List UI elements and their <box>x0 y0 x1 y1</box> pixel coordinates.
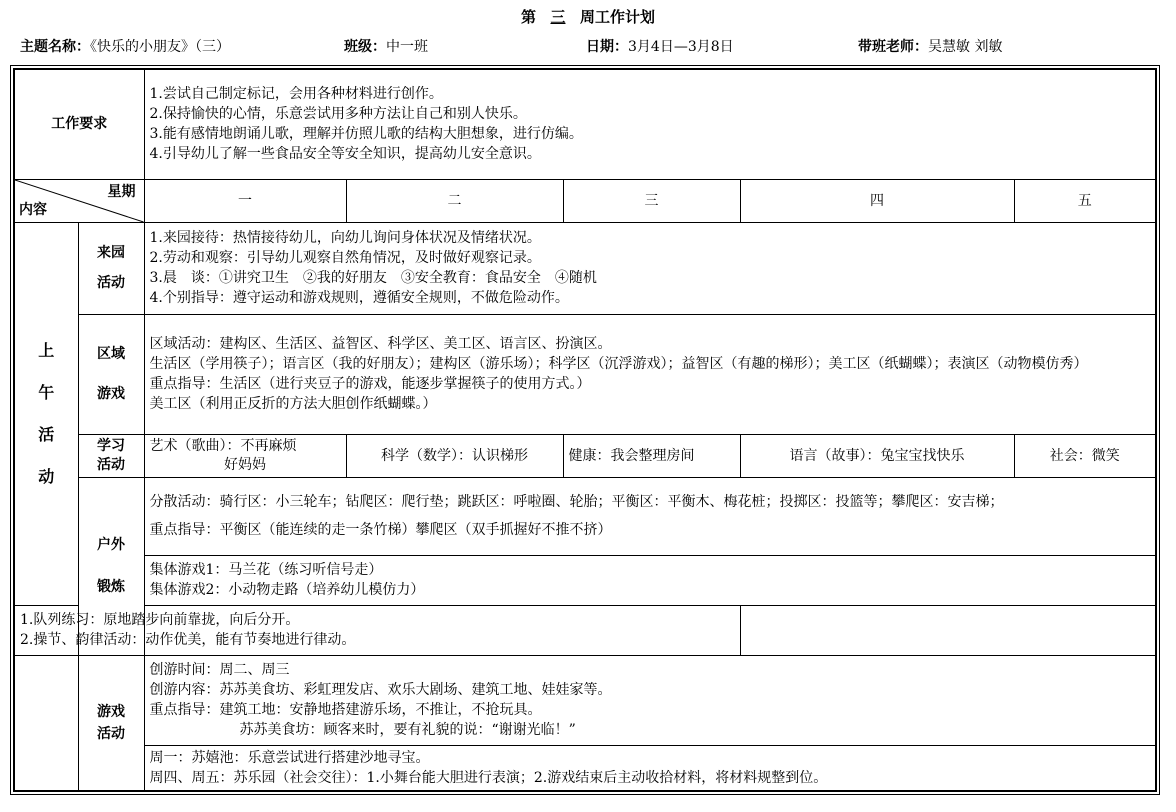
area-line: 美工区（利用正反折的方法大胆创作纸蝴蝶。） <box>149 396 437 412</box>
learning-thu: 语言（故事）：兔宝宝找快乐 <box>740 434 1014 477</box>
theme-label: 主题名称： <box>20 39 90 55</box>
learning-wed: 健康：我会整理房间 <box>563 434 740 477</box>
teacher-info <box>858 36 1002 58</box>
games-empty-cell <box>14 655 78 791</box>
learning-label-line: 学习 <box>97 437 125 454</box>
learning-label <box>78 434 144 477</box>
learning-mon <box>144 434 346 477</box>
outdoor-drill-content <box>14 605 740 655</box>
learning-label-line: 活动 <box>97 456 125 473</box>
outdoor-free-line: 重点指导：平衡区（能连续的走一条竹梯）攀爬区（双手抓握好不推不挤） <box>149 522 612 538</box>
area-label-line: 区域 <box>97 346 125 362</box>
outdoor-drill-row <box>14 605 1156 655</box>
games-creative-row <box>14 655 1156 745</box>
arrival-label-line: 活动 <box>97 275 125 291</box>
page-title <box>0 6 1176 28</box>
outdoor-drill-line: 1.队列练习：原地踏步向前靠拢，向后分开。 <box>20 612 300 628</box>
requirement-item: 2.保持愉快的心情，乐意尝试用多种方法让自己和别人快乐。 <box>149 106 527 123</box>
arrival-item: 3.晨 谈：①讲究卫生 ②我的好朋友 ③安全教育：食品安全 ④随机 <box>149 270 597 286</box>
day-header-wed: 三 <box>563 179 740 222</box>
learning-fri: 社会：微笑 <box>1014 434 1156 477</box>
weekly-plan-table <box>13 68 1157 792</box>
content-label: 内容 <box>19 201 47 218</box>
games-other-row <box>14 745 1156 791</box>
date-label: 日期： <box>586 39 628 55</box>
games-creative-content <box>144 655 1156 745</box>
area-games-row <box>14 314 1156 434</box>
requirements-content <box>144 69 1156 179</box>
day-header-thu: 四 <box>740 179 1014 222</box>
outdoor-group-row <box>14 555 1156 605</box>
requirement-item: 1.尝试自己制定标记，会用各种材料进行创作。 <box>149 86 443 103</box>
theme-info <box>20 36 230 58</box>
games-line: 重点指导：建筑工地：安静地搭建游乐场，不推让，不抢玩具。 <box>149 702 542 718</box>
area-label-line: 游戏 <box>97 386 125 402</box>
morning-label-char: 午 <box>38 382 55 402</box>
games-other-content <box>144 745 1156 791</box>
arrival-item: 1.来园接待：热情接待幼儿，向幼儿询问身体状况及情绪状况。 <box>149 230 541 246</box>
learning-mon-line: 好妈妈 <box>224 456 266 473</box>
outdoor-label-line: 户外 <box>97 537 125 553</box>
class-info <box>344 36 428 58</box>
morning-label-char: 上 <box>38 340 55 360</box>
games-line: 周四、周五：苏乐园（社会交往）：1.小舞台能大胆进行表演；2.游戏结束后主动收拾材料，将材料规整到位。 <box>149 769 828 786</box>
requirements-row <box>14 69 1156 179</box>
requirement-item: 4.引导幼儿了解一些食品安全等安全知识，提高幼儿安全意识。 <box>149 146 541 163</box>
games-line: 创游时间：周二、周三 <box>149 662 290 678</box>
title-suffix: 周工作计划 <box>580 8 656 26</box>
games-label-line: 活动 <box>97 725 125 742</box>
theme-value: 《快乐的小朋友》（三） <box>90 39 230 55</box>
area-line: 生活区（学用筷子）；语言区（我的好朋友）；建构区（游乐场）；科学区（沉浮游戏）；益智区（有趣的梯形）；美工区（纸蝴蝶）；表演区（动物模仿秀） <box>149 356 1088 372</box>
outdoor-free-content <box>144 477 1156 555</box>
requirement-item: 3.能有感情地朗诵儿歌，理解并仿照儿歌的结构大胆想象，进行仿编。 <box>149 126 583 143</box>
games-line: 苏苏美食坊：顾客来时，要有礼貌的说：“谢谢光临！” <box>239 722 576 738</box>
arrival-row <box>14 222 1156 314</box>
day-header-tue: 二 <box>346 179 563 222</box>
week-number: 三 <box>550 8 566 26</box>
arrival-content <box>144 222 1156 314</box>
outdoor-group-line: 集体游戏1：马兰花（练习听信号走） <box>149 562 383 578</box>
weekday-header-row <box>14 179 1156 222</box>
arrival-item: 2.劳动和观察：引导幼儿观察自然角情况，及时做好观察记录。 <box>149 250 541 266</box>
arrival-label-line: 来园 <box>97 245 125 261</box>
learning-row <box>14 434 1156 477</box>
outdoor-label-line: 锻炼 <box>97 579 125 595</box>
class-label: 班级： <box>344 39 386 55</box>
outdoor-group-line: 集体游戏2：小动物走路（培养幼儿模仿力） <box>149 582 425 598</box>
outdoor-free-line: 分散活动：骑行区：小三轮车；钻爬区：爬行垫；跳跃区：呼啦圈、轮胎；平衡区：平衡木、梅花桩；投掷区：投篮等；攀爬区：安吉梯； <box>149 494 1004 510</box>
arrival-label <box>78 222 144 314</box>
morning-activities-label <box>14 222 78 605</box>
teacher-label: 带班老师： <box>858 39 928 55</box>
morning-label-char: 活 <box>38 424 55 444</box>
teacher-value: 吴慧敏 刘敏 <box>928 39 1003 55</box>
date-value: 3月4日—3月8日 <box>628 39 734 55</box>
diagonal-header-cell <box>14 179 144 222</box>
weekday-label: 星期 <box>107 183 136 200</box>
day-header-fri: 五 <box>1014 179 1156 222</box>
area-games-label <box>78 314 144 434</box>
outdoor-group-content <box>144 555 1156 605</box>
class-value: 中一班 <box>386 39 428 55</box>
games-line: 创游内容：苏苏美食坊、彩虹理发店、欢乐大剧场、建筑工地、娃娃家等。 <box>149 682 612 698</box>
day-header-mon: 一 <box>144 179 346 222</box>
area-line: 重点指导：生活区（进行夹豆子的游戏，能逐步掌握筷子的使用方式。） <box>149 376 591 392</box>
games-label-line: 游戏 <box>97 703 125 720</box>
arrival-item: 4.个别指导：遵守运动和游戏规则，遵循安全规则，不做危险动作。 <box>149 290 569 306</box>
learning-mon-line: 艺术（歌曲）：不再麻烦 <box>149 437 297 454</box>
outdoor-free-row <box>14 477 1156 555</box>
learning-tue: 科学（数学）：认识梯形 <box>346 434 563 477</box>
area-games-content <box>144 314 1156 434</box>
morning-label-char: 动 <box>38 466 55 486</box>
date-info <box>586 36 734 58</box>
outdoor-drill-line: 2.操节、韵律活动：动作优美，能有节奏地进行律动。 <box>20 632 356 648</box>
title-prefix: 第 <box>520 8 536 26</box>
games-label <box>78 655 144 791</box>
area-line: 区域活动：建构区、生活区、益智区、科学区、美工区、语言区、扮演区。 <box>149 336 612 352</box>
requirements-label: 工作要求 <box>14 69 144 179</box>
games-line: 周一：苏嬉池：乐意尝试进行搭建沙地寻宝。 <box>149 749 430 766</box>
